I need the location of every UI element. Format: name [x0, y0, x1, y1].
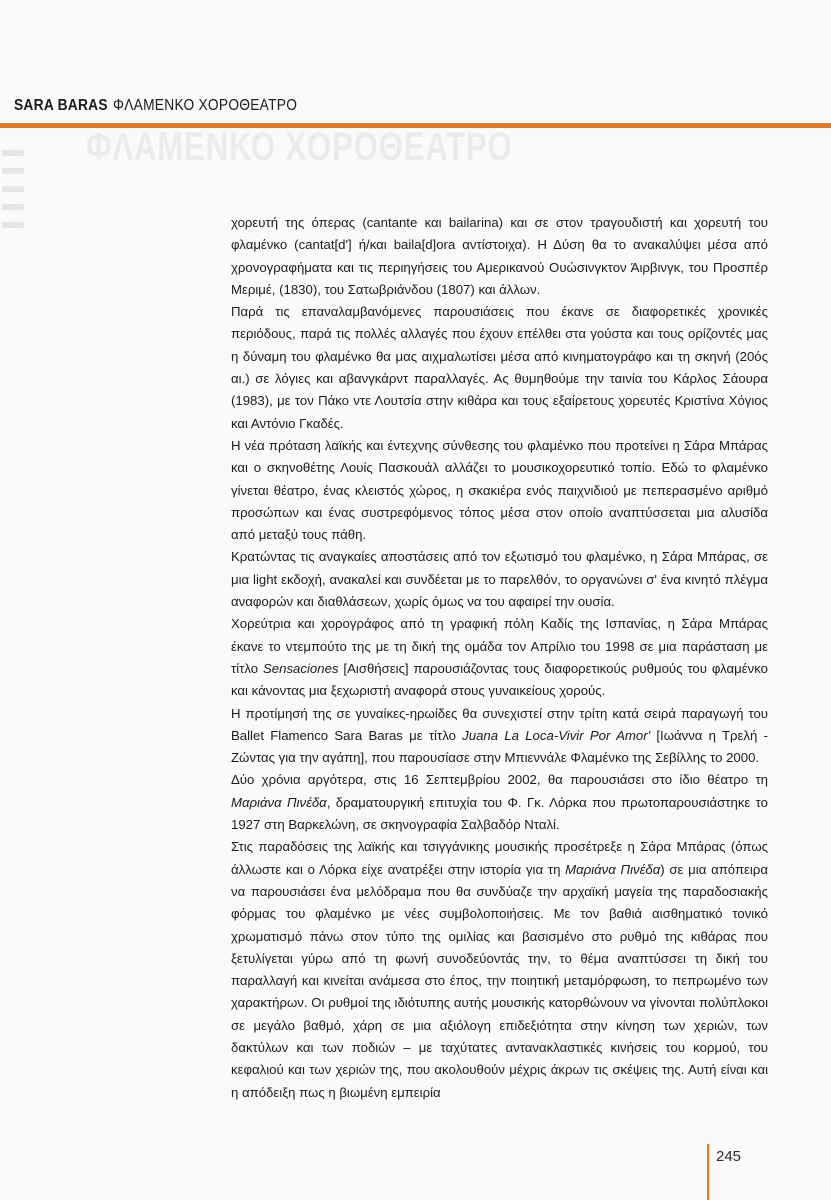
folio-rule [707, 1144, 709, 1200]
italic-title: Sensaciones [263, 660, 339, 676]
header-brand: SARA BARAS [14, 97, 108, 114]
paragraph: Κρατώντας τις αναγκαίες αποστάσεις από τον εξωτισμό του φλαμένκο, η Σάρα Μπάρας, σε μια light εκδοχή, ανακαλεί και συνδέεται με το παρελθόν, το οργανώνει σ' ένα κινητό πλέγμα αναφορών και διαθλάσεων, χωρίς όμως να του αφαιρεί την ουσία. [231, 549, 768, 610]
watermark-title: ΦΛΑΜΕΝΚΟ ΧΟΡΟΘΕΑΤΡΟ [86, 125, 513, 169]
article-body [231, 212, 768, 1104]
running-header [14, 97, 297, 115]
page-number: 245 [716, 1148, 742, 1165]
paragraph: Η προτίμησή της σε γυναίκες-ηρωίδες θα συνεχιστεί στην τρίτη κατά σειρά παραγωγή του Ballet Flamenco Sara Baras με τίτλο Juana La Loca-Vivir Por Amor' [Ιωάννα η Τρελή - Ζώντας για την αγάπη], που παρουσίασε στην Μπιεννάλε Φλαμένκο της Σεβίλλης το 2000. [231, 705, 768, 766]
paragraph: χορευτή της όπερας (cantante και bailarina) και σε στον τραγουδιστή και χορευτή του φλαμένκο (cantat[d'] ή/και baila[d]ora αντίστοιχα). Η Δύση θα το ανακαλύψει μέσα από χρονογραφήματα και τις περιηγήσεις του Αμερικανού Ουώσινγκτον Άιρβινγκ, του Προσπέρ Μεριμέ, (1830), του Σατωβριάνδου (1807) και άλλων. [231, 215, 768, 297]
left-margin-bleed [0, 150, 30, 270]
paragraph: Χορεύτρια και χορογράφος από τη γραφική πόλη Καδίς της Ισπανίας, η Σάρα Μπάρας έκανε το ντεμπούτο της με τη δική της ομάδα τον Απρίλιο του 1998 σε μια παράσταση με τίτλο Sensaciones [Αισθήσεις] παρουσιάζοντας τους διαφορετικούς ρυθμούς του φλαμένκο και κάνοντας μια ξεχωριστή αναφορά στους γυναικείους χορούς. [231, 616, 769, 699]
italic-title: Juana La Loca-Vivir Por Amor' [462, 727, 651, 743]
paragraph: Στις παραδόσεις της λαϊκής και τσιγγάνικης μουσικής προσέτρεξε η Σάρα Μπάρας (όπως άλλωστε και ο Λόρκα είχε ανατρέξει στην ιστορία για τη Μαριάνα Πινέδα) σε μια απόπειρα να παρουσιάσει ένα μελόδραμα που θα συνδύαζε την αρχαϊκή μαγεία της παραδοσιακής φόρμας του φλαμένκο με νέες συμβολοποιήσεις. Με τον βαθιά αισθηματικό τονικό χρωματισμό πάνω στον τύπο της ομιλίας και βασισμένο στο ρυθμό της κιθάρας που ξετυλίγεται γύρω από τη φωνή συνοδεύοντάς την, το θέμα αναπτύσσει τη δική του παραλλαγή και κινείται ανάμεσα στο έπος, την ποιητική μεταμόρφωση, το πεπρωμένο των χαρακτήρων. Οι ρυθμοί της ιδιότυπης αυτής μουσικής κατορθώνουν να γίνονται πολύπλοκοι σε μεγάλο βαθμό, χάρη σε μια αξιόλογη επιδεξιότητα στην κίνηση των χεριών, των δακτύλων και των ποδιών – με ταχύτατες αντανακλαστικές κινήσεις του κορμού, του κεφαλιού και των χεριών της, που ακολουθούν μέχρις άκρων τις σκέψεις της. Αυτή είναι και η απόδειξη πως η βιωμένη εμπειρία [231, 839, 768, 1100]
paragraph: Παρά τις επαναλαμβανόμενες παρουσιάσεις που έκανε σε διαφορετικές χρονικές περιόδους, παρά τις πολλές αλλαγές που έχουν επέλθει στα γούστα και τους ορίζοντές μας η δύναμη του φλαμένκο θα μας αιχμαλωτίσει μέσα από κινηματογράφο και τη σκηνή (20ός αι.) σε λόγιες και αβανγκάρντ παραλλαγές. Ας θυμηθούμε την ταινία του Κάρλος Σάουρα (1983), με τον Πάκο ντε Λουτσία στην κιθάρα και τους εξαίρετους χορευτές Κριστίνα Χόγιος και Αντόνιο Γκαδές. [231, 304, 768, 431]
paragraph: Δύο χρόνια αργότερα, στις 16 Σεπτεμβρίου 2002, θα παρουσιάσει στο ίδιο θέατρο τη Μαριάνα Πινέδα, δραματουργική επιτυχία του Φ. Γκ. Λόρκα που πρωτοπαρουσιάστηκε το 1927 στη Βαρκελώνη, σε σκηνογραφία Σαλβαδόρ Νταλί. [231, 772, 769, 833]
italic-title: Μαριάνα Πινέδα [565, 861, 661, 877]
header-title: ΦΛΑΜΕΝΚΟ ΧΟΡΟΘΕΑΤΡΟ [112, 97, 298, 114]
italic-title: Μαριάνα Πινέδα [231, 794, 327, 810]
paragraph: Η νέα πρόταση λαϊκής και έντεχνης σύνθεσης του φλαμένκο που προτείνει η Σάρα Μπάρας και ο σκηνοθέτης Λουίς Πασκουάλ αλλάζει το μουσικοχορευτικό τοπίο. Εδώ το φλαμένκο γίνεται θέατρο, ένας κλειστός χώρος, η σκακιέρα ενός παιχνιδιού με πεπερασμένο αριθμό προσώπων και ένας συστρεφόμενος τόπος μέσα στον οποίο αναπτύσσεται μια αλυσίδα από μεταξύ τους πάθη. [231, 437, 768, 543]
